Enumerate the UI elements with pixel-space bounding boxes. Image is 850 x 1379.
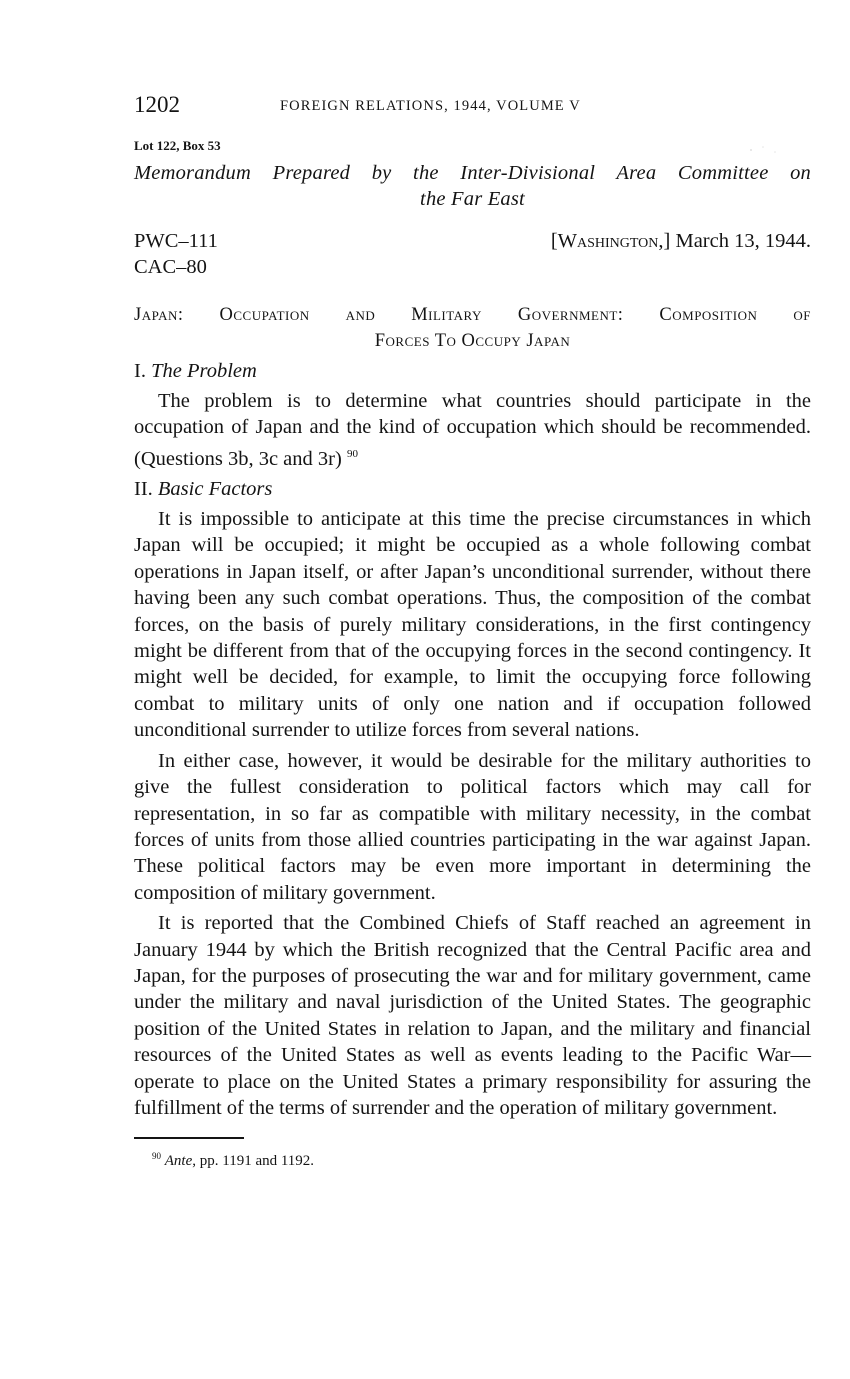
- paragraph-basic-factors-3: It is reported that the Combined Chiefs of Staff reached an agreement in January 1944 by which the British recognized that the Central Pacific area and Japan, for the purposes of prosecuting the war and for military government, came under the military and naval jurisdiction of the United States. The geographic position of the United States in relation to Japan, and the military and financial resources of the United States as well as events leading to the Pacific War—operate to place on the United States a primary responsibility for assuring the fulfillment of the terms of surrender and the operation of military government.: [134, 912, 811, 1119]
- memo-title: [134, 160, 811, 212]
- paragraph-text: The problem is to determine what countries should participate in the occupation of Japan and the kind of occupation which should be recommended. (Questions 3b, 3c and 3r): [134, 390, 811, 470]
- section-heading-problem: [134, 358, 811, 384]
- footnote-marker: 90: [152, 1151, 161, 1162]
- paragraph-problem: [134, 388, 811, 472]
- running-head: FOREIGN RELATIONS, 1944, VOLUME V: [280, 98, 581, 114]
- memo-meta: [134, 228, 811, 280]
- doc-id-pwc: PWC–111: [134, 230, 218, 252]
- place-date: [Washington,] March 13, 1944.: [550, 230, 811, 252]
- section-number: II.: [134, 478, 153, 501]
- footnote-text: , pp. 1191 and 1192.: [192, 1153, 315, 1170]
- section-title: The Problem: [151, 360, 257, 382]
- date: March 13, 1944.: [675, 230, 811, 252]
- doc-id-cac: CAC–80: [134, 256, 207, 278]
- memo-title-line-1: Memorandum Prepared by the Inter-Divisional Area Committee on: [134, 162, 811, 184]
- source-lot: Lot 122, Box 53: [134, 138, 221, 153]
- document-heading-line-2: Forces To Occupy Japan: [374, 331, 571, 351]
- scan-speck-mark: [745, 142, 785, 158]
- footnote: [134, 1151, 811, 1170]
- document-ids: [134, 228, 218, 280]
- footnote-ref: 90: [346, 447, 358, 460]
- section-title: Basic Factors: [157, 478, 273, 501]
- place: Washington,: [557, 230, 664, 252]
- footnote-ante: Ante: [164, 1153, 193, 1170]
- paragraph-basic-factors-1: It is impossible to anticipate at this time the precise circumstances in which Japan will be occupied; it might be occupied as a whole following combat operations in Japan itself, or after Japan’s unconditional surrender, without there having been any such combat operations. Thus, the composition of the combat forces, on the basis of purely military considerations, in the first contingency might be different from that of the occupying forces in the second contingency. It might well be decided, for example, to limit the occupying force following combat to military units of only one nation and if occupation followed unconditional surrender to utilize forces from several nations.: [134, 508, 811, 742]
- document-heading-line-1: Japan: Occupation and Military Government: Composition of: [134, 305, 811, 325]
- document-heading: [134, 302, 811, 354]
- paragraph-basic-factors-2: In either case, however, it would be desirable for the military authorities to give the fullest consideration to political factors which may call for representation, in so far as compatible with military necessity, in the combat forces of units from those allied countries participating in the war against Japan. These political factors may be even more important in determining the composition of military government.: [134, 749, 811, 904]
- section-heading-basic-factors: [134, 476, 811, 502]
- page-header: [134, 92, 811, 124]
- footnote-rule: [134, 1137, 244, 1139]
- page-number: 1202: [134, 92, 180, 117]
- memo-title-line-2: the Far East: [420, 188, 525, 210]
- document-page: [134, 92, 811, 1170]
- section-number: I.: [134, 360, 146, 382]
